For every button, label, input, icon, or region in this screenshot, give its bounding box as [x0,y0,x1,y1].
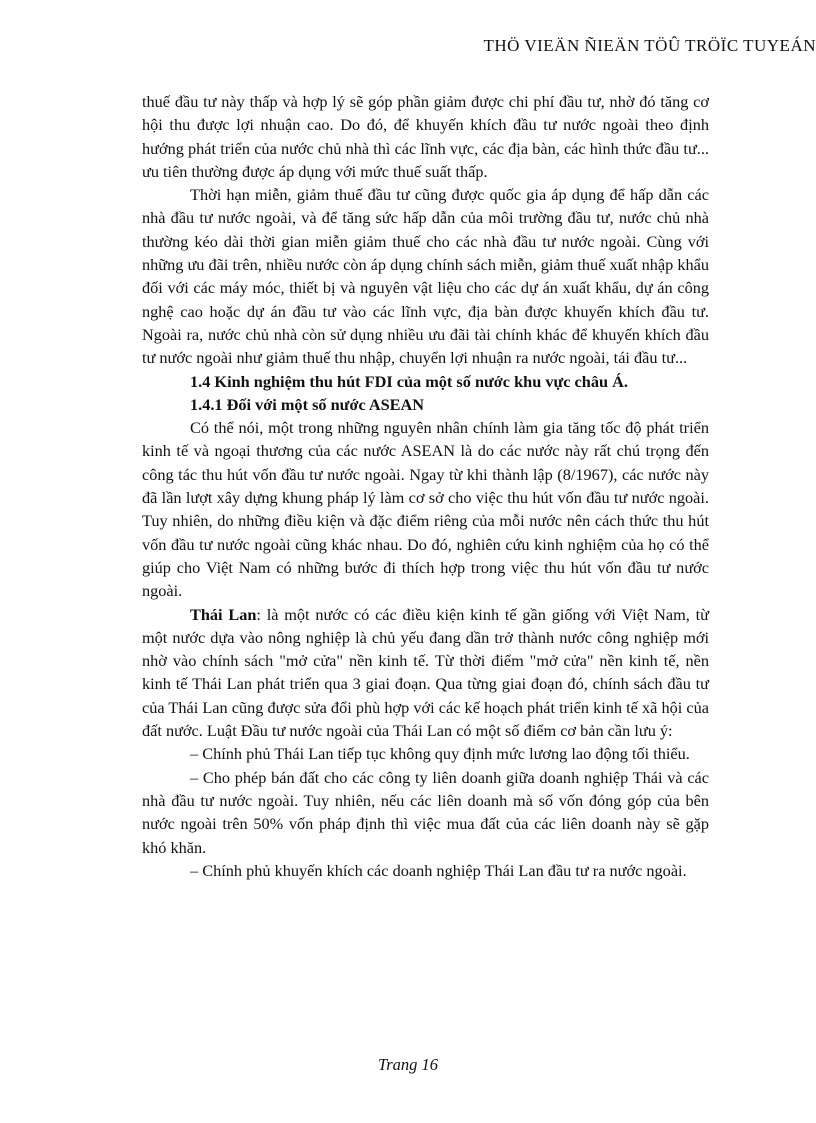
document-body [142,90,709,882]
library-header: THÖ VIEÄN ÑIEÄN TÖÛ TRÖÏC TUYEÁN [483,36,816,55]
thailand-description: : là một nước có các điều kiện kinh tế gần giống với Việt Nam, từ một nước dựa vào nông nghiệp là chủ yếu đang dần trở thành nước công nghiệp mới nhờ vào chính sách "mở cửa" nền kinh tế. Từ thời điểm "mở cửa" nền kinh tế, nền kinh tế Thái Lan phát triển qua 3 giai đoạn. Qua từng giai đoạn đó, chính sách đầu tư của Thái Lan cũng được sửa đổi phù hợp với các kế hoạch phát triển kinh tế xã hội của đất nước. Luật Đầu tư nước ngoài của Thái Lan có một số điểm cơ bản cần lưu ý: [142,604,709,741]
bullet-item: – Cho phép bán đất cho các công ty liên doanh giữa doanh nghiệp Thái và các nhà đầu tư nước ngoài. Tuy nhiên, nếu các liên doanh mà số vốn đóng góp của bên nước ngoài trên 50% vốn pháp định thì việc mua đất của các liên doanh này sẽ gặp khó khăn. [142,767,709,857]
section-heading-1-4-1: 1.4.1 Đối với một số nước ASEAN [190,394,425,414]
bullet-item: – Chính phủ khuyến khích các doanh nghiệp Thái Lan đầu tư ra nước ngoài. [190,860,687,880]
paragraph-asean: Có thể nói, một trong những nguyên nhân chính làm gia tăng tốc độ phát triển kinh tế và ngoại thương của các nước ASEAN là do các nước này rất chú trọng đến công tác thu hút vốn đầu tư nước ngoài. Ngay từ khi thành lập (8/1967), các nước này đã lần lượt xây dựng khung pháp lý làm cơ sở cho việc thu hút vốn đầu tư nước ngoài. Tuy nhiên, do những điều kiện và đặc điểm riêng của mỗi nước nên cách thức thu hút vốn đầu tư nước ngoài cũng khác nhau. Do đó, nghiên cứu kinh nghiệm của họ có thể giúp cho Việt Nam có những bước đi thích hợp trong việc thu hút vốn đầu tư nước ngoài. [142,418,709,601]
page-number: Trang 16 [377,1055,439,1074]
bullet-item: – Chính phủ Thái Lan tiếp tục không quy định mức lương lao động tối thiểu. [190,744,690,764]
paragraph-tax-rate: thuế đầu tư này thấp và hợp lý sẽ góp phần giảm được chi phí đầu tư, nhờ đó tăng cơ hội thu được lợi nhuận cao. Do đó, để khuyến khích đầu tư nước ngoài theo định hướng phát triển của nước chủ nhà thì các lĩnh vực, các địa bàn, các hình thức đầu tư... ưu tiên thường được áp dụng với mức thuế suất thấp. [142,92,709,181]
paragraph-thailand [142,603,709,743]
section-heading-1-4: 1.4 Kinh nghiệm thu hút FDI của một số nước khu vực châu Á. [190,371,628,391]
paragraph-tax-exemption: Thời hạn miễn, giảm thuế đầu tư cũng được quốc gia áp dụng để hấp dẫn các nhà đầu tư nước ngoài, và để tăng sức hấp dẫn của môi trường đầu tư, nước chủ nhà thường kéo dài thời gian miễn giảm thuế cho các nhà đầu tư nước ngoài. Cùng với những ưu đãi trên, nhiều nước còn áp dụng chính sách miễn, giảm thuế xuất nhập khẩu đối với các máy móc, thiết bị và nguyên vật liệu cho các dự án xuất khẩu, dự án công nghệ cao hoặc dự án đầu tư vào các lĩnh vực, địa bàn được khuyến khích đầu tư. Ngoài ra, nước chủ nhà còn sử dụng nhiều ưu đãi tài chính khác để khuyến khích đầu tư nước ngoài như giảm thuế thu nhập, chuyển lợi nhuận ra nước ngoài, tái đầu tư... [142,185,709,368]
thailand-label: Thái Lan [190,604,257,624]
